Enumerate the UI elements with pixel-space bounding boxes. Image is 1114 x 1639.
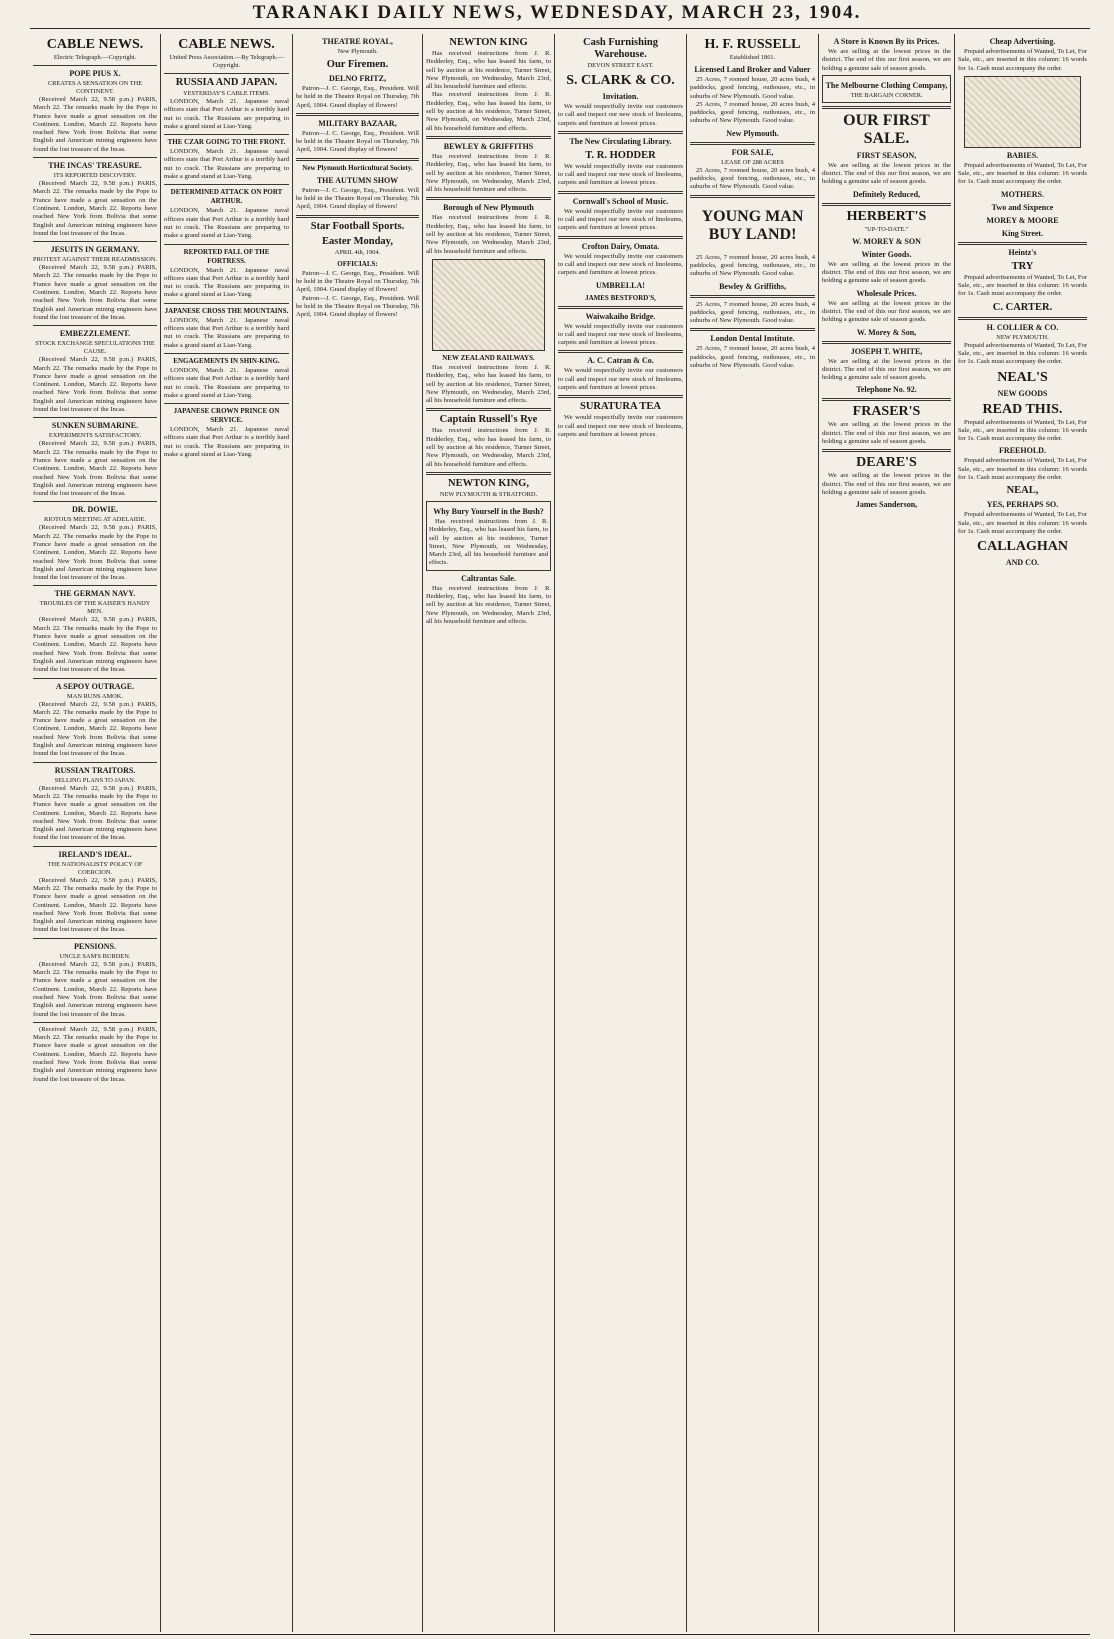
ad-headline: H. F. RUSSELL (704, 37, 801, 52)
column-russell (686, 34, 818, 1632)
news-subhead: PROTEST AGAINST THEIR READMISSION. (33, 256, 157, 264)
column-cable-news-1 (30, 34, 160, 1632)
baby-engraving (964, 76, 1081, 148)
ad-text: We would respectfully invite our customers to call and inspect our new stock of linoleums, carpets and furniture at lowest prices. (558, 414, 683, 438)
article-text: (Received March 22, 9.58 p.m.) PARIS, March 22. The remarks made by the Pope to France have made a great sensation on the Continent. London, March 22. Reports have reached New York from Bolivia that some English and American mining engineers have found the lost treasure of the Incas. (33, 616, 157, 674)
news-subhead: TROUBLES OF THE KAISER'S HANDY MEN. (39, 600, 151, 616)
ad-text: Patron—J. C. George, Esq., President. Will be held in the Theatre Royal on Thursday, 7th April, 1904. Grand display of flowers! (296, 85, 419, 109)
divider (33, 1022, 157, 1023)
ad-headline: James Sanderson, (855, 500, 918, 510)
article-text: LONDON, March 21. Japanese naval officers state that Port Arthur is a terribly hard nut to crack. The Russians are preparing to make a grand stand at Liao-Yang. (164, 426, 289, 459)
section-headline: JAPANESE CROSS THE MOUNTAINS. (164, 306, 289, 315)
column-subtitle: Electric Telegraph.—Copyright. (53, 54, 137, 61)
ad-headline: Waiwakaiho Bridge. (585, 311, 656, 321)
news-headline: IRELAND'S IDEAL. (58, 849, 132, 859)
ad-text: We are selling at the lowest prices in the district. The end of this our first season, we are holding a genuine sale of season goods. (822, 260, 951, 285)
ad-text: 25 Acres, 7 roomed house, 20 acres bush, 4 paddocks, good fencing, outhouses, etc., in suburbs of New Plymouth. Good value. (690, 345, 815, 370)
news-subhead: SELLING PLANS TO JAPAN. (54, 776, 136, 784)
ad-text: 25 Acres, 7 roomed house, 20 acres bush, 4 paddocks, good fencing, outhouses, etc., in suburbs of New Plymouth. Good value. (690, 300, 815, 325)
ad-text: Has received instructions from J. R. Hedderley, Esq., who has leased his farm, to sell by auction at his residence, Turner Street, New Plymouth, on Wednesday, March 23rd, all his household furniture and effects. (426, 91, 551, 132)
article-text: LONDON, March 21. Japanese naval officers state that Port Arthur is a terribly hard nut to crack. The Russians are preparing to make a grand stand at Liao-Yang. (164, 148, 289, 181)
ad-headline: Caltrantas Sale. (461, 573, 516, 583)
divider (33, 501, 157, 502)
ad-headline: A. C. Catran & Co. (587, 356, 654, 366)
ad-text: We would respectfully invite our customers to call and inspect our new stock of linoleums, carpets and furniture at lowest prices. (558, 252, 683, 277)
ad-headline: DEARE'S (856, 455, 917, 471)
ad-headline: Invitation. (602, 92, 639, 101)
ad-text: Prepaid advertisements of Wanted, To Let, For Sale, etc., are inserted in this column: 16 words for 1s. Cash must accompany the order. (958, 161, 1087, 186)
ad-text: We would respectfully invite our customers to call and inspect our new stock of linoleums, carpets and furniture at lowest prices. (558, 162, 683, 187)
article-text: (Received March 22, 9.58 p.m.) PARIS, March 22. The remarks made by the Pope to France have made a great sensation on the Continent. London, March 22. Reports have reached New York from Bolivia that some English and American mining engineers have found the lost treasure of the Incas. (33, 264, 157, 321)
columns-area (30, 34, 1090, 1632)
ad-text: Prepaid advertisements of Wanted, To Let, For Sale, etc., are inserted in this column: 16 words for 1s. Cash must accompany the order. (958, 418, 1087, 443)
ad-text: Prepaid advertisements of Wanted, To Let, For Sale, etc., are inserted in this column: 16 words for 1s. Cash must accompany the order. (958, 48, 1087, 72)
ad-headline: NEAL'S (997, 369, 1048, 385)
ad-headline: FREEHOLD. (999, 446, 1046, 456)
ad-text: 25 Acres, 7 roomed house, 20 acres bush, 4 paddocks, good fencing, outhouses, etc., in suburbs of New Plymouth. Good value. (690, 76, 815, 100)
ad-headline: Heintz's (1008, 247, 1037, 257)
ad-headline: Easter Monday, (322, 235, 393, 247)
section-headline: DETERMINED ATTACK ON PORT ARTHUR. (170, 188, 283, 206)
column-cable-news-2 (160, 34, 292, 1632)
ad-headline: Our Firemen. (326, 59, 389, 70)
ad-headline: Winter Goods. (861, 249, 912, 259)
news-headline: RUSSIAN TRAITORS. (54, 765, 136, 775)
section-headline: JAPANESE CROWN PRINCE ON SERVICE. (173, 407, 280, 425)
article-text: (Received March 22, 9.58 p.m.) PARIS, March 22. The remarks made by the Pope to France have made a great sensation on the Continent. London, March 22. Reports have reached New York from Bolivia that some English and American mining engineers have found the lost treasure of the Incas. (33, 180, 157, 237)
column-title: CABLE NEWS. (46, 37, 144, 52)
divider (33, 678, 157, 679)
ad-text: 25 Acres, 7 roomed house, 20 acres bush, 4 paddocks, good fencing, outhouses, etc., in suburbs of New Plymouth. Good value. (690, 100, 815, 125)
news-headline: PENSIONS. (73, 941, 116, 951)
article-text: (Received March 22, 9.58 p.m.) PARIS, March 22. The remarks made by the Pope to France have made a great sensation on the Continent. London, March 22. Reports have reached New York from Bolivia that some English and American mining engineers have found the lost treasure of the Incas. (33, 96, 157, 153)
column-clark (554, 34, 686, 1632)
news-subhead: STOCK EXCHANGE SPECULATIONS THE CAUSE. (35, 340, 155, 356)
ad-text: Prepaid advertisements of Wanted, To Let, For Sale, etc., are inserted in this column: 16 words for 1s. Cash must accompany the order. (958, 273, 1087, 298)
divider (33, 65, 157, 66)
news-subhead: RIOTOUS MEETING AT ADELAIDE. (43, 516, 146, 524)
divider (33, 417, 157, 418)
ad-text: We would respectfully invite our customers to call and inspect our new stock of linoleums, carpets and furniture at lowest prices. (558, 322, 683, 347)
ad-text: Patron—J. C. George, Esq., President. Will be held in the Theatre Royal on Thursday, 7th April, 1904. Grand display of flowers! (296, 129, 419, 154)
ad-headline: London Dental Institute. (710, 334, 795, 344)
ad-text: Patron—J. C. George, Esq., President. Will be held in the Theatre Royal on Thursday, 7th April, 1904. Grand display of flowers! (296, 294, 419, 319)
ad-subhead: "UP-TO-DATE." (864, 225, 909, 233)
article-text: LONDON, March 21. Japanese naval officers state that Port Arthur is a terribly hard nut to crack. The Russians are preparing to make a grand stand at Liao-Yang. (164, 98, 289, 130)
section-headline: REPORTED FALL OF THE FORTRESS. (183, 247, 270, 265)
theatre-heading: THEATRE ROYAL, (322, 37, 393, 46)
ad-headline: A Store is Known By its Prices. (833, 37, 940, 46)
ad-headline: BABIES. (1006, 150, 1039, 160)
article-text: (Received March 22, 9.58 p.m.) PARIS, March 22. The remarks made by the Pope to France have made a great sensation on the Continent. London, March 22. Reports have reached New York from Bolivia that some English and American mining engineers have found the lost treasure of the Incas. (33, 356, 157, 414)
article-text: (Received March 22, 9.58 p.m.) PARIS, March 22. The remarks made by the Pope to France have made a great sensation on the Continent. London, March 22. Reports have reached New York from Bolivia that some English and American mining engineers have found the lost treasure of the Incas. (33, 784, 157, 842)
divider (33, 157, 157, 158)
ad-subhead: THE BARGAIN CORNER. (850, 91, 923, 99)
section-headline: ENGAGEMENTS IN SHIN-KING. (173, 356, 280, 365)
divider (33, 241, 157, 242)
article-text: LONDON, March 21. Japanese naval officers state that Port Arthur is a terribly hard nut to crack. The Russians are preparing to make a grand stand at Liao-Yang. (164, 207, 289, 240)
column-advertising (954, 34, 1090, 1632)
ad-headline: CALLAGHAN (976, 539, 1068, 555)
ad-text: We are selling at the lowest prices in the district. The end of this our first season, we are holding a genuine sale of season goods. (822, 161, 951, 186)
ad-subhead: NEW PLYMOUTH & STRATFORD. (439, 490, 538, 498)
ad-headline: FOR SALE, (731, 147, 774, 157)
section-subhead: YESTERDAY'S CABLE ITEMS. (182, 90, 271, 97)
ad-headline: MOREY & MOORE (986, 215, 1059, 225)
ad-headline: THE AUTUMN SHOW (316, 175, 399, 185)
ad-headline: King Street. (1001, 228, 1044, 238)
theatre-location: New Plymouth. (337, 48, 378, 55)
ad-text: Prepaid advertisements of Wanted, To Let, For Sale, etc., are inserted in this column: 16 words for 1s. Cash must accompany the order. (958, 341, 1087, 366)
ad-headline: READ THIS. (982, 401, 1063, 417)
ad-headline: Licensed Land Broker and Valuer (694, 65, 811, 74)
ad-text: We would respectfully invite our customers to call and inspect our new stock of linoleums, carpets and furniture at lowest prices. (558, 367, 683, 392)
news-headline: EMBEZZLEMENT. (59, 329, 131, 339)
ad-text: 25 Acres, 7 roomed house, 20 acres bush, 4 paddocks, good fencing, outhouses, etc., in suburbs of New Plymouth. Good value. (690, 166, 815, 191)
ad-headline: HERBERT'S (846, 208, 927, 224)
ad-text: Patron—J. C. George, Esq., President. Will be held in the Theatre Royal on Thursday, 7th April, 1904. Grand display of flowers! (296, 186, 419, 211)
ad-headline: Captain Russell's Rye (439, 414, 538, 426)
news-headline: DR. DOWIE. (71, 505, 118, 515)
ad-headline: S. CLARK & CO. (566, 73, 675, 88)
ad-headline: DELNO FRITZ, (329, 74, 386, 83)
ad-headline: BEWLEY & GRIFFITHS (443, 141, 534, 151)
divider (33, 938, 157, 939)
news-subhead: CREATES A SENSATION ON THE CONTINENT. (47, 80, 143, 95)
news-headline: POPE PIUS X. (69, 69, 121, 78)
ad-headline: Cornwall's School of Music. (572, 196, 669, 206)
column-melbourne (818, 34, 954, 1632)
news-subhead: THE NATIONALISTS' POLICY OF COERCION. (47, 860, 143, 876)
ad-headline: Bewley & Griffiths, (719, 281, 786, 291)
headline-list (33, 69, 157, 1023)
divider (164, 73, 289, 74)
masthead-rule (30, 28, 1090, 29)
news-headline: THE INCAS' TREASURE. (48, 161, 142, 171)
ad-text: Prepaid advertisements of Wanted, To Let, For Sale, etc., are inserted in this column: 16 words for 1s. Cash must accompany the order. (958, 511, 1087, 535)
ad-headline: NEWTON KING (449, 37, 528, 48)
ad-headline: NEW ZEALAND RAILWAYS. (442, 353, 535, 362)
ad-headline: New Plymouth. (726, 128, 779, 138)
ad-text: Has received instructions from J. R. Hedderley, Esq., who has leased his farm, to sell by auction at his residence, Turner Street, New Plymouth, on Wednesday, March 23rd, all his household furniture and effects. (426, 214, 551, 255)
ad-subhead: OFFICIALS: (337, 259, 378, 268)
ad-text: Has received instructions from J. R. Hedderley, Esq., who has leased his farm, to sell by auction at his residence, Turner Street, New Plymouth, on Wednesday, March 23rd, all his household furniture and effects. (426, 50, 551, 91)
ad-headline: FRASER'S (852, 404, 921, 420)
article-text: (Received March 22, 9.58 p.m.) PARIS, March 22. The remarks made by the Pope to France have made a great sensation on the Continent. London, March 22. Reports have reached New York from Bolivia that some English and American mining engineers have found the lost treasure of the Incas. (33, 440, 157, 498)
ad-headline: The Melbourne Clothing Company, (825, 80, 948, 90)
ad-headline: Wholesale Prices. (856, 288, 917, 298)
news-headline: THE GERMAN NAVY. (54, 589, 136, 599)
article-text: (Received March 22, 9.58 p.m.) PARIS, March 22. The remarks made by the Pope to France have made a great sensation on the Continent. London, March 22. Reports have reached New York from Bolivia that some English and American mining engineers have found the lost treasure of the Incas. (33, 524, 157, 582)
masthead: TARANAKI DAILY NEWS, WEDNESDAY, MARCH 23, 1904. (252, 2, 862, 23)
news-headline: A SEPOY OUTRAGE. (55, 681, 135, 691)
news-headline: JESUITS IN GERMANY. (50, 245, 140, 255)
ad-text: Has received instructions from J. R. Hedderley, Esq., who has leased his farm, to sell by auction at his residence, Turner Street, New Plymouth, on Wednesday, March 23rd, all his household furniture and effects. (426, 427, 551, 468)
ad-headline: Telephone No. 92. (856, 385, 917, 395)
ad-text: We are selling at the lowest prices in the district. The end of this our first season, we are holding a genuine sale of season goods. (822, 421, 951, 446)
news-subhead: UNCLE SAM'S BURDEN. (59, 952, 131, 960)
ad-headline: NEWTON KING, (448, 477, 529, 489)
ad-headline: Cheap Advertising. (989, 37, 1056, 46)
ad-subhead: LEASE OF 288 ACRES (721, 158, 784, 166)
ad-headline: TRY (1011, 260, 1034, 272)
ad-headline: NEAL, (1006, 485, 1039, 497)
ad-text: Has received instructions from J. R. Hedderley, Esq., who has leased his farm, to sell by auction at his residence, Turner Street, New Plymouth, on Wednesday, March 23rd, all his household furniture and effects. (426, 584, 551, 625)
ad-headline: YES, PERHAPS SO. (986, 500, 1059, 510)
railway-engraving (432, 259, 545, 351)
ad-headline: JOSEPH T. WHITE, (850, 346, 923, 356)
news-subhead: EXPERIMENTS SATISFACTORY. (48, 432, 142, 440)
ad-headline: T. R. HODDER (585, 149, 656, 161)
article-text: LONDON, March 21. Japanese naval officers state that Port Arthur is a terribly hard nut to crack. The Russians are preparing to make a grand stand at Liao-Yang. (164, 266, 289, 299)
section-headline: THE CZAR GOING TO THE FRONT. (167, 138, 286, 147)
ad-headline: Why Bury Yourself in the Bush? (433, 506, 544, 516)
ad-text: 25 Acres, 7 roomed house, 20 acres bush, 4 paddocks, good fencing, outhouses, etc., in suburbs of New Plymouth. Good value. (690, 253, 815, 278)
ad-headline: NEW GOODS (997, 388, 1048, 398)
ad-headline: New Plymouth Horticultural Society. (302, 163, 413, 172)
ad-headline: H. COLLIER & CO. (986, 322, 1059, 332)
ad-headline: Borough of New Plymouth (443, 203, 534, 213)
ad-text: Has received instructions from J. R. Hedderley, Esq., who has leased his farm, to sell by auction at his residence, Turner Street, New Plymouth, on Wednesday, March 23rd, all his household furniture and effects. (426, 363, 551, 405)
ad-text: Patron—J. C. George, Esq., President. Will be held in the Theatre Royal on Thursday, 7th April, 1904. Grand display of flowers! (296, 269, 419, 294)
ad-text: We would respectfully invite our customers to call and inspect our new stock of linoleums, carpets and furniture at lowest prices. (558, 207, 683, 232)
ad-headline: Two and Sixpence (991, 202, 1054, 212)
ad-headline: SURATURA TEA (579, 401, 661, 413)
article-text: (Received March 22, 9.58 p.m.) PARIS, March 22. The remarks made by the Pope to France have made a great sensation on the Continent. London, March 22. Reports have reached New York from Bolivia that some English and American mining engineers have found the lost treasure of the Incas. (33, 1025, 157, 1083)
article-text: (Received March 22, 9.58 p.m.) PARIS, March 22. The remarks made by the Pope to France have made a great sensation on the Continent. London, March 22. Reports have reached New York from Bolivia that some English and American mining engineers have found the lost treasure of the Incas. (33, 876, 157, 934)
news-subhead: MAN RUNS AMOK. (67, 692, 123, 700)
ad-headline: Definitely Reduced, (852, 189, 921, 199)
divider (33, 846, 157, 847)
ad-headline: AND CO. (1005, 558, 1040, 568)
column-title: CABLE NEWS. (178, 37, 275, 52)
ad-date: APRIL 4th, 1904. (334, 248, 381, 256)
ad-headline-large: OUR FIRST SALE. (843, 111, 930, 147)
column-subtitle: United Press Association.—By Telegraph.—Copyright. (169, 54, 284, 69)
ad-headline: W. MOREY & SON (852, 236, 921, 246)
ad-headline: W. Morey & Son, (856, 327, 917, 337)
ad-text: We are selling at the lowest prices in the district. The end of this our first season, we are holding a genuine sale of season goods. (822, 299, 951, 324)
ad-text: We would respectfully invite our customers to call and inspect our new stock of linoleums, carpets and furniture at lowest prices. (558, 103, 683, 127)
ad-subhead: NEW PLYMOUTH. (996, 333, 1049, 341)
ad-headline: JAMES BESTFORD'S, (585, 293, 656, 302)
ad-headline: UMBRELLA! (596, 280, 645, 290)
ad-headline: FIRST SEASON, (856, 150, 917, 160)
ad-text: We are selling at the lowest prices in the district. The end of this our first season, we are holding a genuine sale of season goods. (822, 48, 951, 72)
article-text: (Received March 22, 9.58 p.m.) PARIS, March 22. The remarks made by the Pope to France have made a great sensation on the Continent. London, March 22. Reports have reached New York from Bolivia that some English and American mining engineers have found the lost treasure of the Incas. (33, 960, 157, 1018)
ad-subhead: Established 1861. (729, 54, 776, 61)
article-text: LONDON, March 21. Japanese naval officers state that Port Arthur is a terribly hard nut to crack. The Russians are preparing to make a grand stand at Liao-Yang. (164, 316, 289, 349)
ad-text: We are selling at the lowest prices in the district. The end of this our first season, we are holding a genuine sale of season goods. (822, 472, 951, 496)
ad-text: Has received instructions from J. R. Hedderley, Esq., who has leased his farm, to sell by auction at his residence, Turner Street, New Plymouth, on Wednesday, March 23rd, all his household furniture and effects. (426, 152, 551, 194)
ad-headline: Star Football Sports. (310, 220, 405, 232)
divider (33, 325, 157, 326)
ad-text: We are selling at the lowest prices in the district. The end of this our first season, we are holding a genuine sale of season goods. (822, 357, 951, 382)
section-headline: RUSSIA AND JAPAN. (175, 77, 278, 88)
ad-headline: C. CARTER. (992, 301, 1053, 313)
footer-rule (30, 1634, 1090, 1635)
ad-text: Has received instructions from J. R. Hedderley, Esq., who has leased his farm, to sell by auction at his residence, Turner Street, New Plymouth, on Wednesday, March 23rd, all his household furniture and effects. (429, 517, 548, 567)
news-subhead: ITS REPORTED DISCOVERY. (53, 172, 137, 180)
divider (33, 585, 157, 586)
ad-headline: MOTHERS. (1001, 189, 1044, 199)
column-theatre (292, 34, 422, 1632)
column-newton-king (422, 34, 554, 1632)
ad-subhead: DEVON STREET EAST. (587, 62, 654, 69)
ad-text: Prepaid advertisements of Wanted, To Let, For Sale, etc., are inserted in this column: 16 words for 1s. Cash must accompany the order. (958, 457, 1087, 482)
ad-headline: Cash Furnishing Warehouse. (583, 37, 658, 60)
divider (33, 762, 157, 763)
ad-headline: Crofton Dairy, Omata. (581, 241, 660, 251)
article-text: (Received March 22, 9.58 p.m.) PARIS, March 22. The remarks made by the Pope to France have made a great sensation on the Continent. London, March 22. Reports have reached New York from Bolivia that some English and American mining engineers have found the lost treasure of the Incas. (33, 700, 157, 758)
article-text: LONDON, March 21. Japanese naval officers state that Port Arthur is a terribly hard nut to crack. The Russians are preparing to make a grand stand at Liao-Yang. (164, 366, 289, 399)
ad-headline-large: YOUNG MAN BUY LAND! (701, 207, 804, 243)
ad-headline: MILITARY BAZAAR, (318, 118, 397, 128)
news-headline: SUNKEN SUBMARINE. (51, 421, 139, 431)
ad-headline: The New Circulating Library. (569, 136, 672, 146)
